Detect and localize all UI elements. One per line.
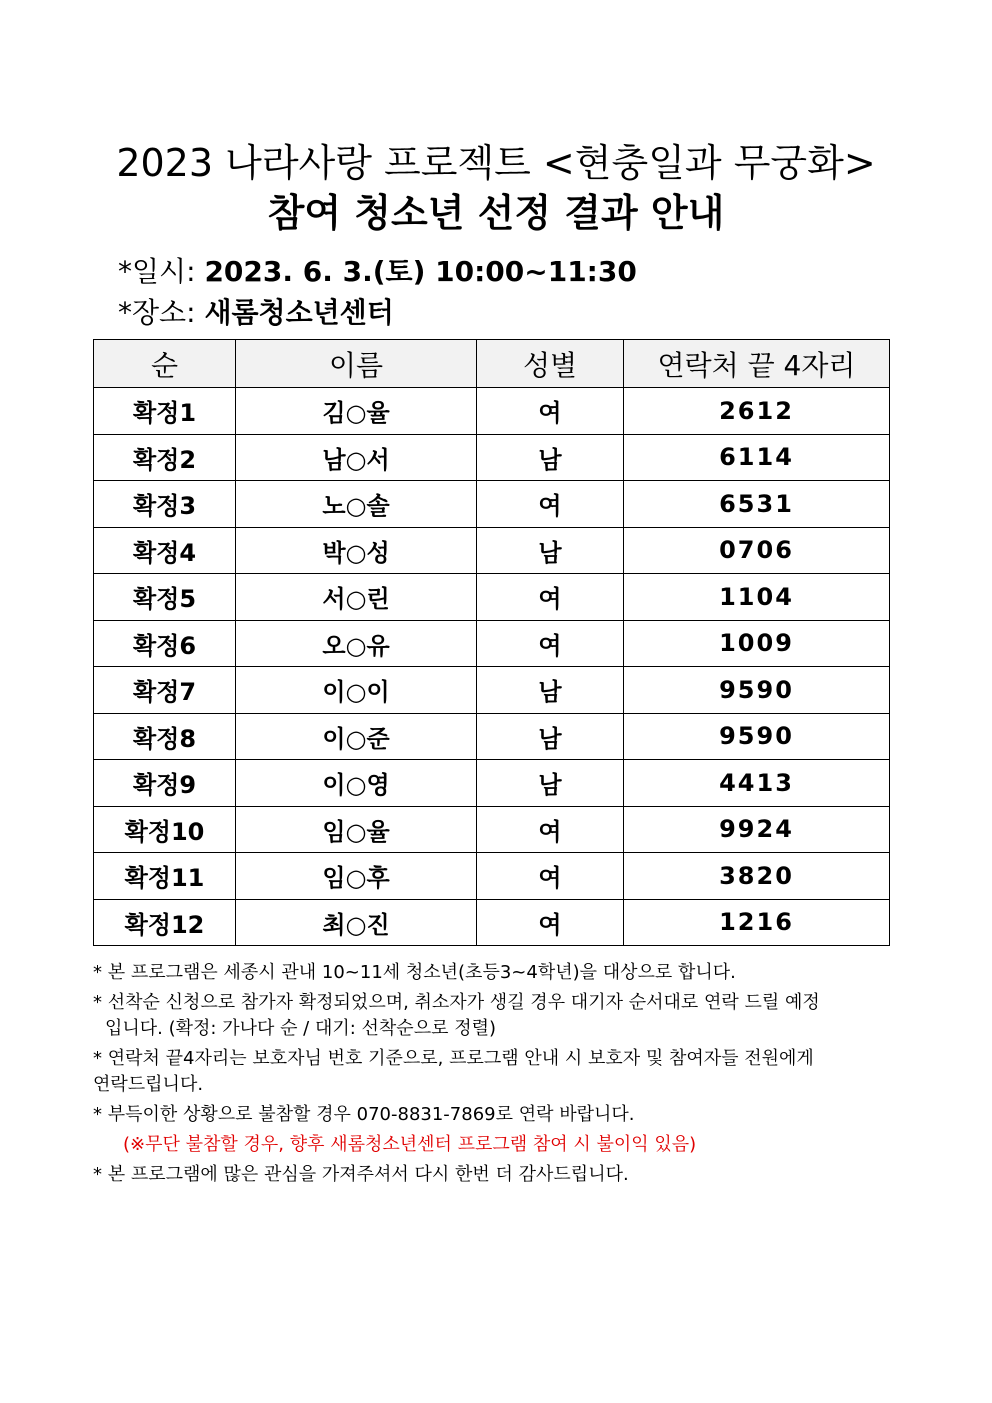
notes-section: [93, 960, 899, 1192]
table-row: [94, 667, 890, 714]
header-phone: 연락처 끝 4자리: [624, 340, 890, 388]
note-phone-basis: [93, 1046, 899, 1098]
place-value: 새롬청소년센터: [204, 296, 394, 329]
phone-cell: 4413: [624, 760, 890, 807]
gender-cell: 남: [477, 760, 624, 807]
name-cell: 임○후: [236, 853, 477, 900]
note-first-come: [93, 990, 899, 1042]
table-row: [94, 853, 890, 900]
order-cell: 확정9: [94, 760, 236, 807]
header-gender: 성별: [477, 340, 624, 388]
gender-cell: 남: [477, 713, 624, 760]
gender-cell: 남: [477, 527, 624, 574]
gender-cell: 남: [477, 434, 624, 481]
phone-cell: 6531: [624, 481, 890, 528]
selection-result-table: [93, 339, 890, 946]
gender-cell: 여: [477, 574, 624, 621]
order-cell: 확정12: [94, 899, 236, 946]
name-cell: 최○진: [236, 899, 477, 946]
name-cell: 김○율: [236, 388, 477, 435]
order-cell: 확정5: [94, 574, 236, 621]
name-cell: 이○준: [236, 713, 477, 760]
warning-no-show: (※무단 불참할 경우, 향후 새롬청소년센터 프로그램 참여 시 불이익 있음): [123, 1134, 697, 1155]
note-thanks: * 본 프로그램에 많은 관심을 가져주셔서 다시 한번 더 감사드립니다.: [93, 1164, 629, 1185]
order-cell: 확정4: [94, 527, 236, 574]
phone-cell: 9924: [624, 806, 890, 853]
name-cell: 이○이: [236, 667, 477, 714]
table-row: [94, 574, 890, 621]
order-cell: 확정1: [94, 388, 236, 435]
note-target-age: * 본 프로그램은 세종시 관내 10~11세 청소년(초등3~4학년)을 대상으로 합니다.: [93, 962, 736, 983]
name-cell: 임○율: [236, 806, 477, 853]
document-title-line1: 2023 나라사랑 프로젝트 <현충일과 무궁화>: [116, 141, 876, 185]
order-cell: 확정6: [94, 620, 236, 667]
table-row: [94, 388, 890, 435]
phone-cell: 9590: [624, 713, 890, 760]
phone-cell: 9590: [624, 667, 890, 714]
gender-cell: 여: [477, 620, 624, 667]
event-date: [118, 255, 637, 288]
name-cell: 노○솔: [236, 481, 477, 528]
note-first-come-line2: 입니다. (확정: 가나다 순 / 대기: 선착순으로 정렬): [105, 1018, 496, 1039]
header-name: 이름: [236, 340, 477, 388]
phone-cell: 2612: [624, 388, 890, 435]
phone-cell: 3820: [624, 853, 890, 900]
table-row: [94, 434, 890, 481]
gender-cell: 여: [477, 853, 624, 900]
order-cell: 확정2: [94, 434, 236, 481]
document-title-line2: 참여 청소년 선정 결과 안내: [267, 191, 725, 235]
phone-cell: 1009: [624, 620, 890, 667]
table-row: [94, 760, 890, 807]
table-row: [94, 806, 890, 853]
order-cell: 확정10: [94, 806, 236, 853]
table-row: [94, 713, 890, 760]
gender-cell: 여: [477, 481, 624, 528]
name-cell: 오○유: [236, 620, 477, 667]
note-phone-basis-line1: * 연락처 끝4자리는 보호자님 번호 기준으로, 프로그램 안내 시 보호자 및 참여자들 전원에게: [93, 1048, 814, 1069]
note-first-come-line1: * 선착순 신청으로 참가자 확정되었으며, 취소자가 생길 경우 대기자 순서대로 연락 드릴 예정: [93, 992, 820, 1013]
name-cell: 박○성: [236, 527, 477, 574]
header-order: 순: [94, 340, 236, 388]
order-cell: 확정3: [94, 481, 236, 528]
name-cell: 남○서: [236, 434, 477, 481]
name-cell: 서○린: [236, 574, 477, 621]
gender-cell: 여: [477, 899, 624, 946]
phone-cell: 1216: [624, 899, 890, 946]
date-value: 2023. 6. 3.(토) 10:00~11:30: [204, 255, 637, 288]
table-row: [94, 481, 890, 528]
note-phone-basis-line2: 연락드립니다.: [93, 1074, 204, 1095]
table-row: [94, 527, 890, 574]
name-cell: 이○영: [236, 760, 477, 807]
phone-cell: 6114: [624, 434, 890, 481]
phone-cell: 0706: [624, 527, 890, 574]
order-cell: 확정8: [94, 713, 236, 760]
order-cell: 확정7: [94, 667, 236, 714]
place-label: *장소:: [118, 296, 196, 329]
table-row: [94, 620, 890, 667]
order-cell: 확정11: [94, 853, 236, 900]
phone-cell: 1104: [624, 574, 890, 621]
gender-cell: 여: [477, 388, 624, 435]
gender-cell: 남: [477, 667, 624, 714]
table-header-row: [94, 340, 890, 388]
gender-cell: 여: [477, 806, 624, 853]
note-absence-contact: * 부득이한 상황으로 불참할 경우 070-8831-7869로 연락 바랍니다.: [93, 1104, 635, 1125]
event-place: [118, 296, 394, 329]
table-row: [94, 899, 890, 946]
date-label: *일시:: [118, 255, 196, 288]
